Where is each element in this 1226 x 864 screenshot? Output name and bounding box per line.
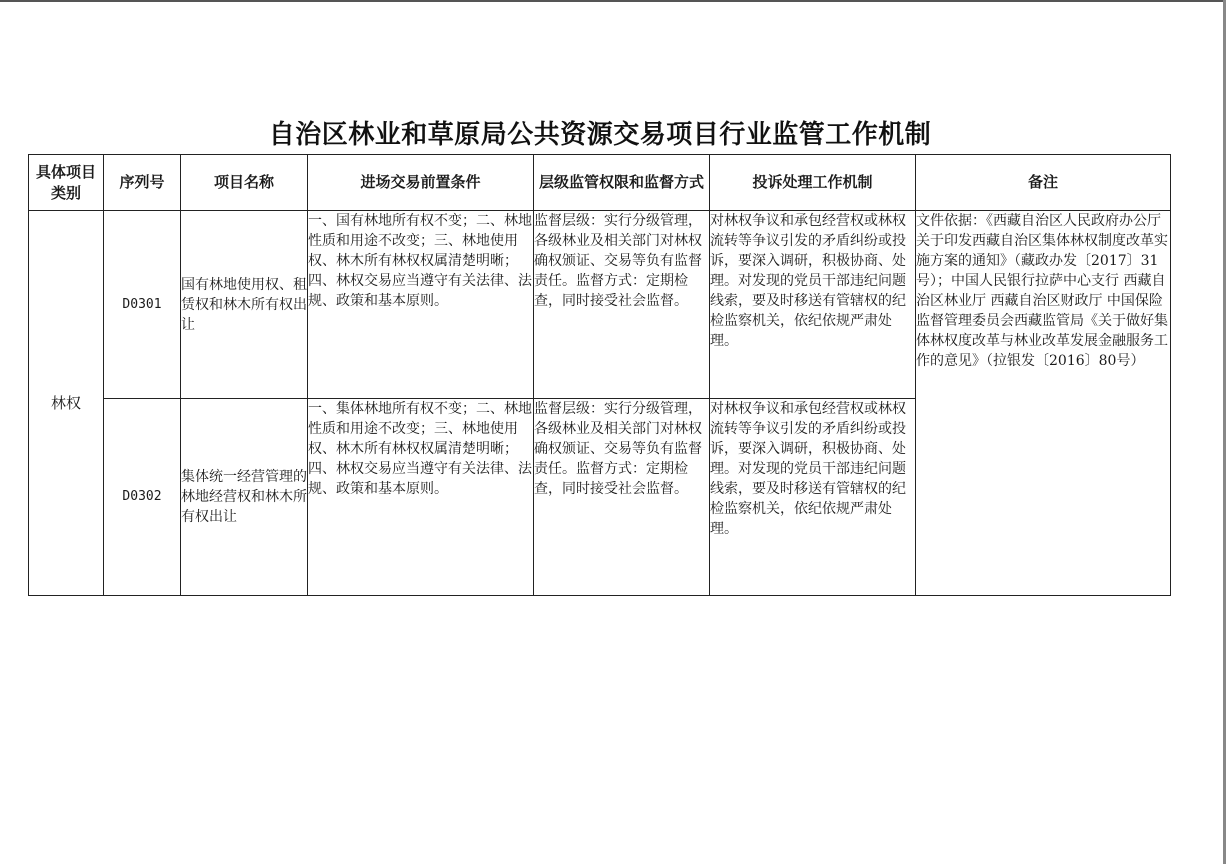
header-supervision: 层级监管权限和监督方式 — [534, 155, 710, 211]
header-row — [29, 155, 1171, 211]
complaint-cell: 对林权争议和承包经营权或林权流转等争议引发的矛盾纠纷或投诉，要深入调研，积极协商、处理。对发现的党员干部违纪问题线索，要及时移送有管辖权的纪检监察机关，依纪依规严肃处理。 — [710, 211, 916, 399]
supervision-cell: 监督层级：实行分级管理， 各级林业及相关部门对林权确权颁证、交易等负有监督责任。监督方式：定期检查，同时接受社会监督。 — [534, 211, 710, 399]
header-notes: 备注 — [916, 155, 1171, 211]
scan-edge-top — [0, 0, 1226, 2]
header-preconditions: 进场交易前置条件 — [308, 155, 534, 211]
serial-cell: D0301 — [104, 211, 181, 399]
header-serial: 序列号 — [104, 155, 181, 211]
supervision-table — [28, 154, 1171, 596]
document-title: 自治区林业和草原局公共资源交易项目行业监管工作机制 — [268, 120, 932, 150]
table-row — [29, 211, 1171, 399]
complaint-cell: 对林权争议和承包经营权或林权流转等争议引发的矛盾纠纷或投诉，要深入调研，积极协商、处理。对发现的党员干部违纪问题线索，要及时移送有管辖权的纪检监察机关，依纪依规严肃处理。 — [710, 399, 916, 596]
project-name-cell: 集体统一经营管理的林地经营权和林木所有权出让 — [181, 399, 308, 596]
header-complaint: 投诉处理工作机制 — [710, 155, 916, 211]
supervision-cell: 监督层级：实行分级管理， 各级林业及相关部门对林权确权颁证、交易等负有监督责任。监督方式：定期检查，同时接受社会监督。 — [534, 399, 710, 596]
serial-cell: D0302 — [104, 399, 181, 596]
notes-cell: 文件依据：《西藏自治区人民政府办公厅关于印发西藏自治区集体林权制度改革实施方案的通知》（藏政办发〔2017〕31号）；中国人民银行拉萨中心支行 西藏自治区林业厅 西藏自治区财政厅 中国保险监督管理委员会西藏监管局《关于做好集体林权度改革与林业改革发展金融服务工作的意见》（拉银发〔2016〕80号） — [916, 211, 1171, 596]
preconditions-cell: 一、国有林地所有权不变；二、林地性质和用途不改变；三、林地使用权、林木所有林权权属清楚明晰；四、林权交易应当遵守有关法律、法规、政策和基本原则。 — [308, 211, 534, 399]
preconditions-cell: 一、集体林地所有权不变；二、林地性质和用途不改变；三、林地使用权、林木所有林权权属清楚明晰；四、林权交易应当遵守有关法律、法规、政策和基本原则。 — [308, 399, 534, 596]
header-name: 项目名称 — [181, 155, 308, 211]
project-name-cell: 国有林地使用权、租赁权和林木所有权出让 — [181, 211, 308, 399]
header-category: 具体项目类别 — [29, 155, 104, 211]
category-cell: 林权 — [29, 211, 104, 596]
